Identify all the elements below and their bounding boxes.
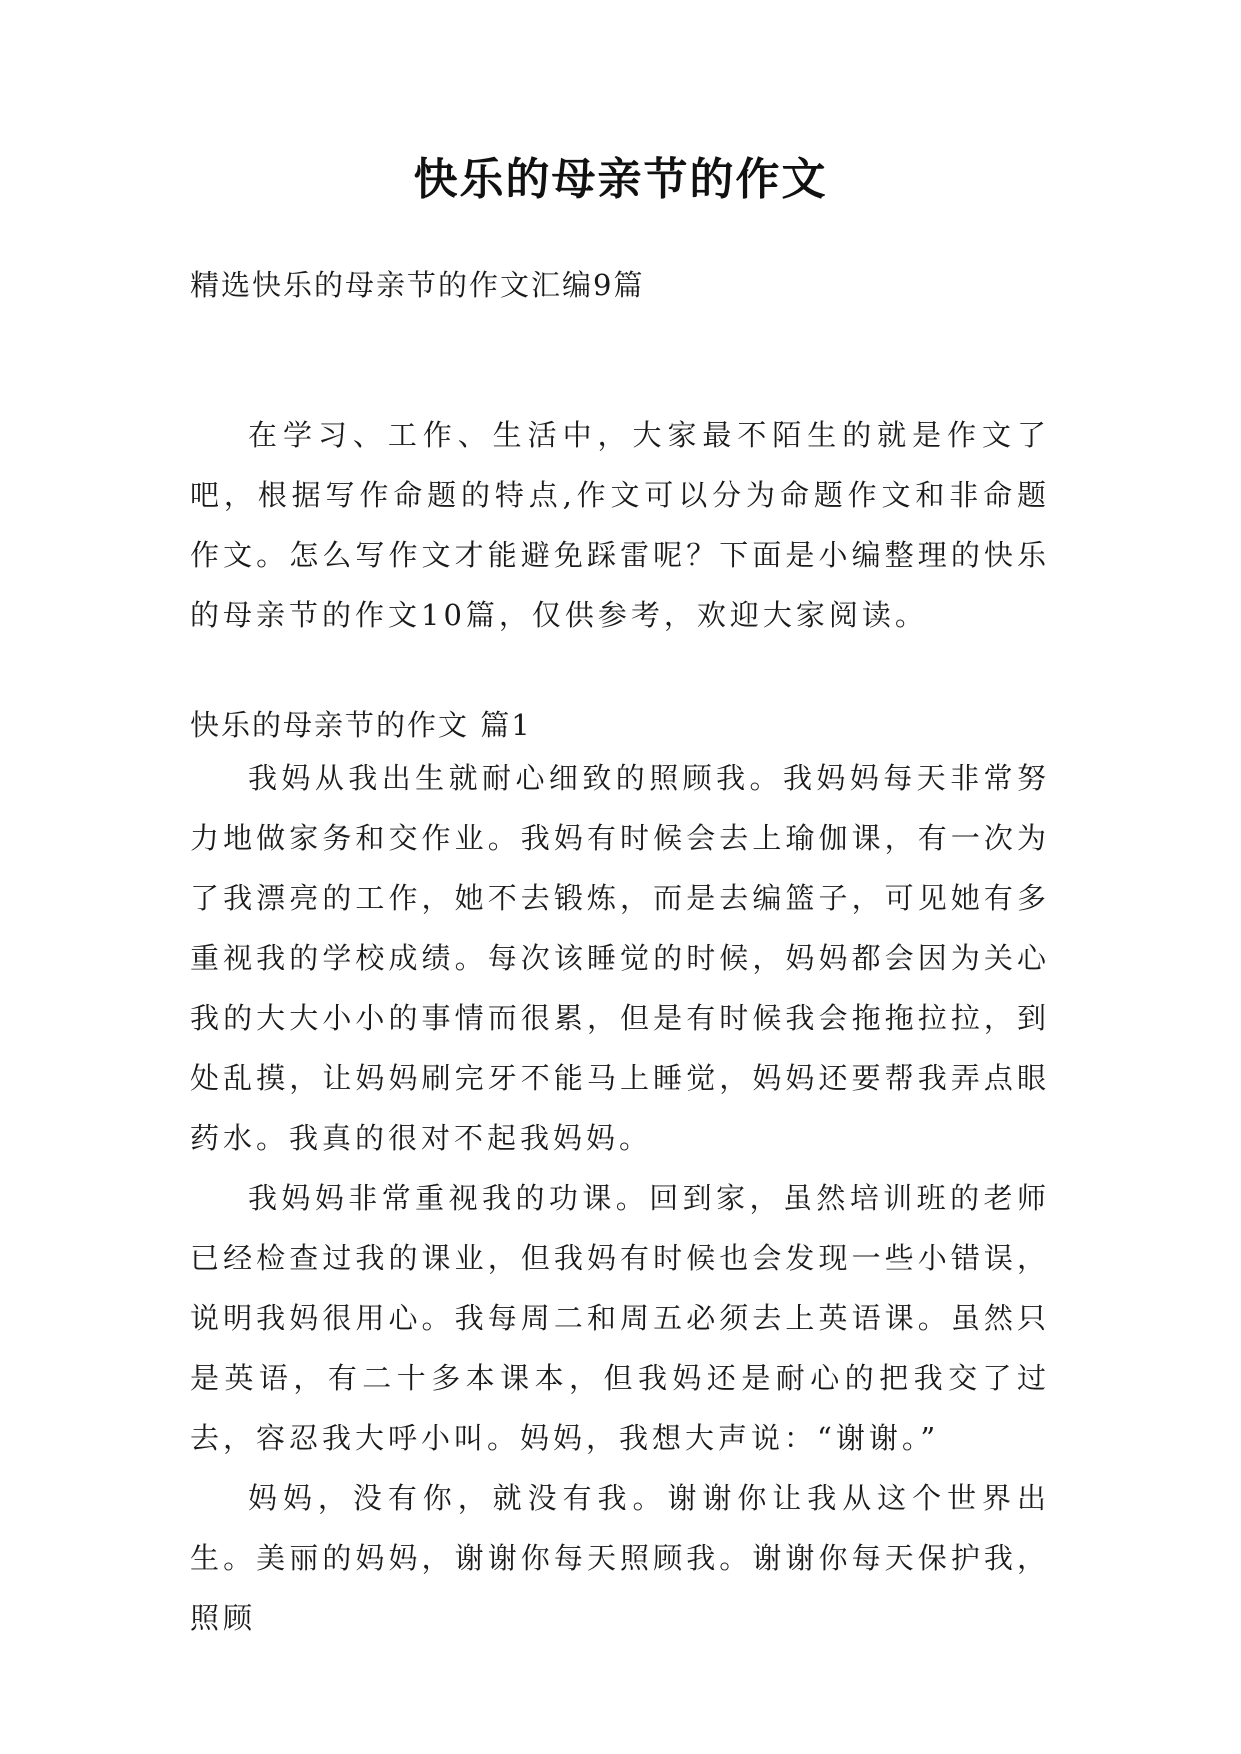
essay-paragraph-2: 我妈妈非常重视我的功课。回到家，虽然培训班的老师已经检查过我的课业，但我妈有时候也会发现一些小错误，说明我妈很用心。我每周二和周五必须去上英语课。虽然只是英语，有二十多本课本，但我妈还是耐心的把我交了过去，容忍我大呼小叫。妈妈，我想大声说：“谢谢。” — [190, 1181, 1050, 1455]
intro-block — [190, 405, 1050, 645]
section-heading: 快乐的母亲节的作文 篇1 — [190, 708, 532, 742]
page-title: 快乐的母亲节的作文 — [413, 154, 828, 205]
essay-paragraph-3: 妈妈，没有你，就没有我。谢谢你让我从这个世界出生。美丽的妈妈，谢谢你每天照顾我。谢谢你每天保护我，照顾 — [190, 1481, 1050, 1635]
document-subtitle: 精选快乐的母亲节的作文汇编9篇 — [190, 268, 645, 302]
intro-paragraph: 在学习、工作、生活中，大家最不陌生的就是作文了吧，根据写作命题的特点,作文可以分为命题作文和非命题作文。怎么写作文才能避免踩雷呢？下面是小编整理的快乐的母亲节的作文10篇，仅供参考，欢迎大家阅读。 — [190, 418, 1050, 632]
essay-body — [190, 748, 1050, 1648]
essay-paragraph-1: 我妈从我出生就耐心细致的照顾我。我妈妈每天非常努力地做家务和交作业。我妈有时候会去上瑜伽课，有一次为了我漂亮的工作，她不去锻炼，而是去编篮子，可见她有多重视我的学校成绩。每次该睡觉的时候，妈妈都会因为关心我的大大小小的事情而很累，但是有时候我会拖拖拉拉，到处乱摸，让妈妈刷完牙不能马上睡觉，妈妈还要帮我弄点眼药水。我真的很对不起我妈妈。 — [190, 761, 1050, 1155]
